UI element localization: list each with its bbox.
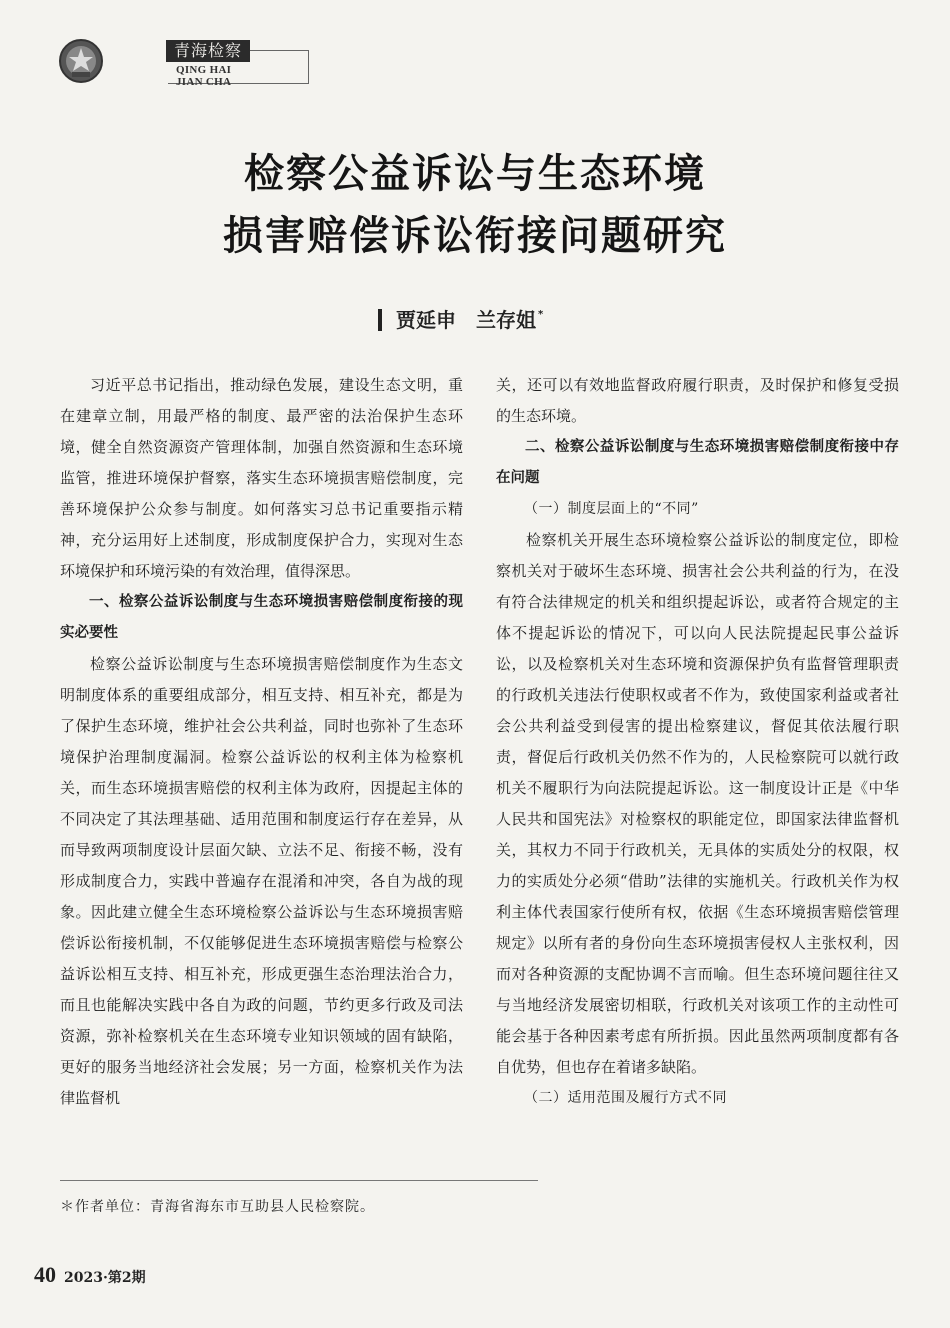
- author-bar: [378, 309, 382, 331]
- paragraph: 关，还可以有效地监督政府履行职责，及时保护和修复受损的生态环境。: [496, 376, 899, 425]
- right-column: [496, 370, 899, 1114]
- author-names: 贾延申 兰存姐: [396, 308, 536, 332]
- article-title: [0, 143, 950, 267]
- page-footer: [34, 1262, 146, 1288]
- journal-pinyin: QING HAI JIAN CHA: [176, 64, 232, 88]
- left-column: [60, 370, 463, 1114]
- journal-header: [58, 36, 258, 86]
- paragraph: 检察机关开展生态环境检察公益诉讼的制度定位，即检察机关对于破坏生态环境、损害社会公共利益的行为，在没有符合法律规定的机关和组织提起诉讼，或者符合规定的主体不提起诉讼的情况下，可以向人民法院提起民事公益诉讼，以及检察机关对生态环境和资源保护负有监督管理职责的行政机关违法行使职权或者不作为，致使国家利益或者社会公共利益受到侵害的提出检察建议，督促其依法履行职责，督促后行政机关仍然不作为的，人民检察院可以就行政机关不履职行为向法院提起诉讼。这一制度设计正是《中华人民共和国宪法》对检察权的职能定位，即国家法律监督机关，其权力不同于行政机关，无具体的实质处分的权限，权力的实质处分必须“借助”法律的实施机关。行政机关作为权利主体代表国家行使所有权，依据《生态环境损害赔偿管理规定》以所有者的身份向生态环境损害侵权人主张权利，因而对各种资源的支配协调不言而喻。但生态环境问题往往又与当地经济发展密切相联，行政机关对该项工作的主动性可能会基于各种因素考虑有所折损。因此虽然两项制度都有各自优势，但也存在着诸多缺陷。: [496, 531, 899, 1076]
- title-line-1: 检察公益诉讼与生态环境: [244, 151, 706, 197]
- author-affiliation-footnote: ＊作者单位：青海省海东市互助县人民检察院。: [60, 1199, 375, 1215]
- footnote-mark: *: [538, 309, 544, 320]
- title-line-2: 损害赔偿诉讼衔接问题研究: [223, 213, 727, 259]
- procuratorate-emblem-icon: [58, 38, 104, 84]
- footnote-divider: [60, 1180, 538, 1181]
- section-heading-2: 二、检察公益诉讼制度与生态环境损害赔偿制度衔接中存在问题: [496, 439, 899, 486]
- page-number: 40: [34, 1262, 56, 1287]
- issue-label: 2023·第2期: [64, 1270, 146, 1286]
- paragraph: 检察公益诉讼制度与生态环境损害赔偿制度作为生态文明制度体系的重要组成部分，相互支持、相互补充，都是为了保护生态环境，维护社会公共利益，同时也弥补了生态环境保护治理制度漏洞。检察公益诉讼的权利主体为检察机关，而生态环境损害赔偿的权利主体为政府，因提起主体的不同决定了其法理基础、适用范围和制度运行存在差异，从而导致两项制度设计层面欠缺、立法不足、衔接不畅，没有形成制度合力，实践中普遍存在混淆和冲突，各自为战的现象。因此建立健全生态环境检察公益诉讼与生态环境损害赔偿诉讼衔接机制，不仅能够促进生态环境损害赔偿与检察公益诉讼相互支持、相互补充，形成更强生态治理法治合力，而且也能解决实践中各自为政的问题，节约更多行政及司法资源，弥补检察机关在生态环境专业知识领域的固有缺陷，更好的服务当地经济社会发展；另一方面，检察机关作为法律监督机: [60, 655, 463, 1107]
- subsection-heading-2: （二）适用范围及履行方式不同: [524, 1090, 727, 1106]
- journal-name: 青海检察: [166, 40, 250, 62]
- section-heading-1: 一、检察公益诉讼制度与生态环境损害赔偿制度衔接的现实必要性: [60, 594, 463, 641]
- paragraph: 习近平总书记指出，推动绿色发展，建设生态文明，重在建章立制，用最严格的制度、最严密的法治保护生态环境，健全自然资源资产管理体制，加强自然资源和生态环境监管，推进环境保护督察，落实生态环境损害赔偿制度，完善环境保护公众参与制度。如何落实习总书记重要指示精神，充分运用好上述制度，形成制度保护合力，实现对生态环境保护和环境污染的有效治理，值得深思。: [60, 376, 463, 580]
- authors: [378, 304, 543, 333]
- subsection-heading-1: （一）制度层面上的“不同”: [524, 501, 699, 517]
